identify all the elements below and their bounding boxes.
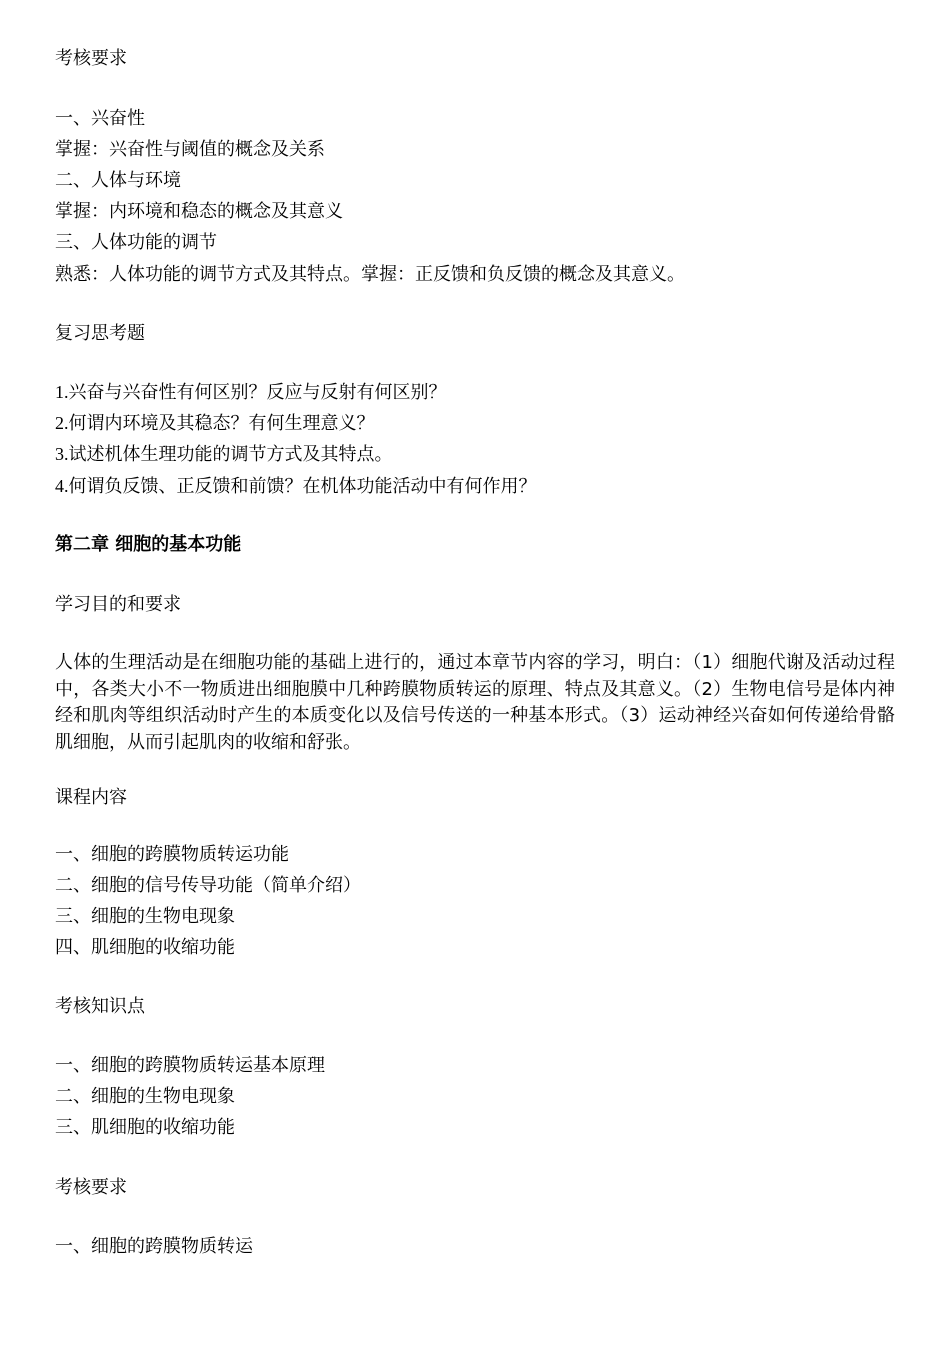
requirement-line: 一、兴奋性 [55,108,145,129]
content-item: 三、细胞的生物电现象 [55,906,235,927]
question-text: 试述机体生理功能的调节方式及其特点。 [68,444,393,465]
heading-exam-requirements-2: 考核要求 [55,1177,127,1198]
question-number: 4. [55,476,69,496]
requirement-line: 掌握：兴奋性与阈值的概念及关系 [55,139,325,160]
requirement-line: 熟悉：人体功能的调节方式及其特点。掌握：正反馈和负反馈的概念及其意义。 [55,264,685,285]
learning-goals-paragraph: 人体的生理活动是在细胞功能的基础上进行的，通过本章节内容的学习，明白：（1）细胞代谢及活动过程中，各类大小不一物质进出细胞膜中几种跨膜物质转运的原理、特点及其意义。（2）生物电信号是体内神经和肌肉等组织活动时产生的本质变化以及信号传送的一种基本形式。（3）运动神经兴奋如何传递给骨骼肌细胞，从而引起肌肉的收缩和舒张。 [55,652,895,753]
question-number: 1. [55,382,69,402]
requirement-line: 二、人体与环境 [55,170,181,191]
heading-exam-knowledge: 考核知识点 [55,996,145,1017]
review-question [55,474,537,499]
question-text: 何谓内环境及其稳态？有何生理意义？ [68,413,375,434]
question-text: 何谓负反馈、正反馈和前馈？在机体功能活动中有何作用？ [68,476,537,497]
knowledge-item: 二、细胞的生物电现象 [55,1086,235,1107]
content-item: 二、细胞的信号传导功能（简单介绍） [55,875,361,896]
knowledge-item: 一、细胞的跨膜物质转运基本原理 [55,1055,325,1076]
review-question [55,380,447,405]
requirement-item: 一、细胞的跨膜物质转运 [55,1236,253,1257]
heading-course-content: 课程内容 [55,787,127,808]
content-item: 四、肌细胞的收缩功能 [55,937,235,958]
heading-review-questions: 复习思考题 [55,323,145,344]
question-number: 2. [55,413,69,433]
knowledge-item: 三、肌细胞的收缩功能 [55,1117,235,1138]
review-question [55,442,393,467]
content-item: 一、细胞的跨膜物质转运功能 [55,844,289,865]
question-text: 兴奋与兴奋性有何区别？反应与反射有何区别？ [68,382,447,403]
requirement-line: 掌握：内环境和稳态的概念及其意义 [55,201,343,222]
heading-exam-requirements: 考核要求 [55,48,127,69]
heading-learning-goals: 学习目的和要求 [55,594,181,615]
review-question [55,411,375,436]
chapter-title: 第二章 细胞的基本功能 [55,534,242,555]
requirement-line: 三、人体功能的调节 [55,232,217,253]
question-number: 3. [55,444,69,464]
